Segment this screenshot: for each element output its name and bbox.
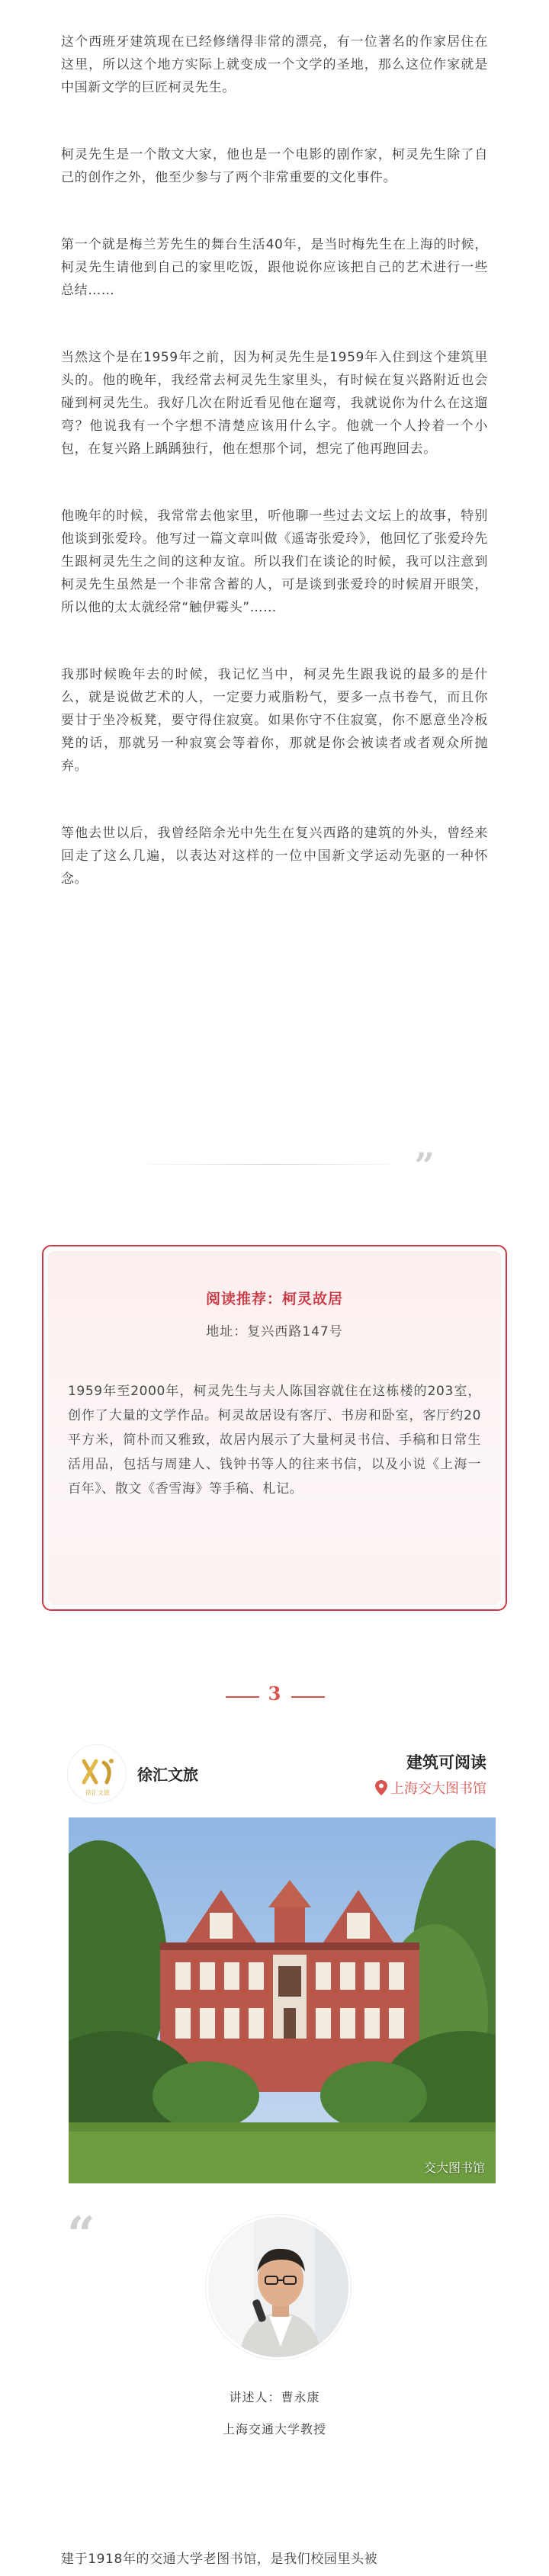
open-quote-icon: “	[67, 2206, 95, 2263]
paragraph: 当然这个是在1959年之前，因为柯灵先生是1959年入住到这个建筑里头的。他的晚年，我经常去柯灵先生家里头，有时候在复兴路附近也会碰到柯灵先生。我好几次在附近看见他在遛弯，我就说你为什么在这遛弯？他说我有一个字想不清楚应该用什么字。他就一个人拎着一个小包，在复兴路上踽踽独行，他在想那个词，想完了他再跑回去。	[61, 350, 488, 457]
section-number	[0, 1681, 549, 1711]
brand-header	[67, 1744, 494, 1805]
divider-line	[130, 1164, 412, 1165]
section-dash-right	[291, 1696, 325, 1698]
brand-logo	[67, 1744, 127, 1804]
speaker-name: 讲述人：曹永康	[229, 2390, 320, 2404]
paragraph: 柯灵先生是一个散文大家，他也是一个电影的剧作家，柯灵先生除了自己的创作之外，他至少参与了两个非常重要的文化事件。	[61, 147, 488, 185]
speaker-title: 上海交通大学教授	[222, 2422, 326, 2436]
paragraph: 第一个就是梅兰芳先生的舞台生活40年，是当时梅先生在上海的时候，柯灵先生请他到自己的家里吃饭，跟他说你应该把自己的艺术进行一些总结……	[61, 237, 488, 298]
location-pin-icon	[375, 1780, 387, 1795]
recommendation-card-inner	[48, 1251, 501, 1605]
paragraph: 等他去世以后，我曾经陪余光中先生在复兴西路的建筑的外头，曾经来回走了这么几遍，以表达对这样的一位中国新文学运动先驱的一种怀念。	[61, 826, 488, 887]
quote-divider	[130, 1145, 465, 1186]
recommendation-card	[42, 1245, 507, 1611]
speaker-portrait	[206, 2215, 351, 2359]
series-title: 建筑可阅读	[406, 1753, 486, 1772]
article-body	[61, 0, 488, 890]
next-paragraph: 建于1918年的交通大学老图书馆，是我们校园里头被	[61, 2552, 378, 2567]
logo-lettering: 徐汇文旅	[85, 1789, 110, 1796]
photo-caption: 交大图书馆	[423, 2161, 485, 2175]
paragraph: 这个西班牙建筑现在已经修缮得非常的漂亮，有一位著名的作家居住在这里，所以这个地方实际上就变成一个文学的圣地，那么这位作家就是中国新文学的巨匠柯灵先生。	[61, 34, 488, 95]
location-text: 上海交大图书馆	[390, 1781, 486, 1797]
section-number-text: 3	[268, 1683, 281, 1705]
library-photo	[69, 1817, 496, 2183]
close-quote-icon: ”	[414, 1145, 435, 1186]
paragraph: 他晚年的时候，我常常去他家里，听他聊一些过去文坛上的故事，特别他谈到张爱玲。他写过一篇文章叫做《遥寄张爱玲》，他回忆了张爱玲先生跟柯灵先生之间的这种友谊。所以我们在谈论的时候，我可以注意到柯灵先生虽然是一个非常含蓄的人，可是谈到张爱玲的时候眉开眼笑，所以他的太太就经常“触伊霉头”……	[61, 508, 488, 615]
section-dash-left	[226, 1696, 259, 1698]
paragraph: 我那时候晚年去的时候，我记忆当中，柯灵先生跟我说的最多的是什么，就是说做艺术的人，一定要力戒脂粉气，要多一点书卷气，而且你要甘于坐冷板凳，要守得住寂寞。如果你守不住寂寞，你不愿意坐冷板凳的话，那就另一种寂寞会等着你，那就是你会被读者或者观众所抛弃。	[61, 667, 488, 774]
recommendation-body: 1959年至2000年，柯灵先生与夫人陈国容就住在这栋楼的203室，创作了大量的文学作品。柯灵故居设有客厅、书房和卧室，客厅约20平方米，简朴而又雅致，故居内展示了大量柯灵书信、手稿和日常生活用品，包括与周建人、钱钟书等人的往来书信，以及小说《上海一百年》、散文《香雪海》等手稿、札记。	[68, 1384, 481, 1497]
brand-name: 徐汇文旅	[137, 1766, 198, 1784]
logo-icon	[75, 1752, 120, 1798]
location-label	[375, 1778, 486, 1798]
recommendation-title: 阅读推荐：柯灵故居	[205, 1291, 343, 1307]
recommendation-address: 地址：复兴西路147号	[206, 1324, 343, 1339]
speaker-avatar	[208, 2217, 351, 2359]
library-building-image	[69, 1817, 496, 2183]
